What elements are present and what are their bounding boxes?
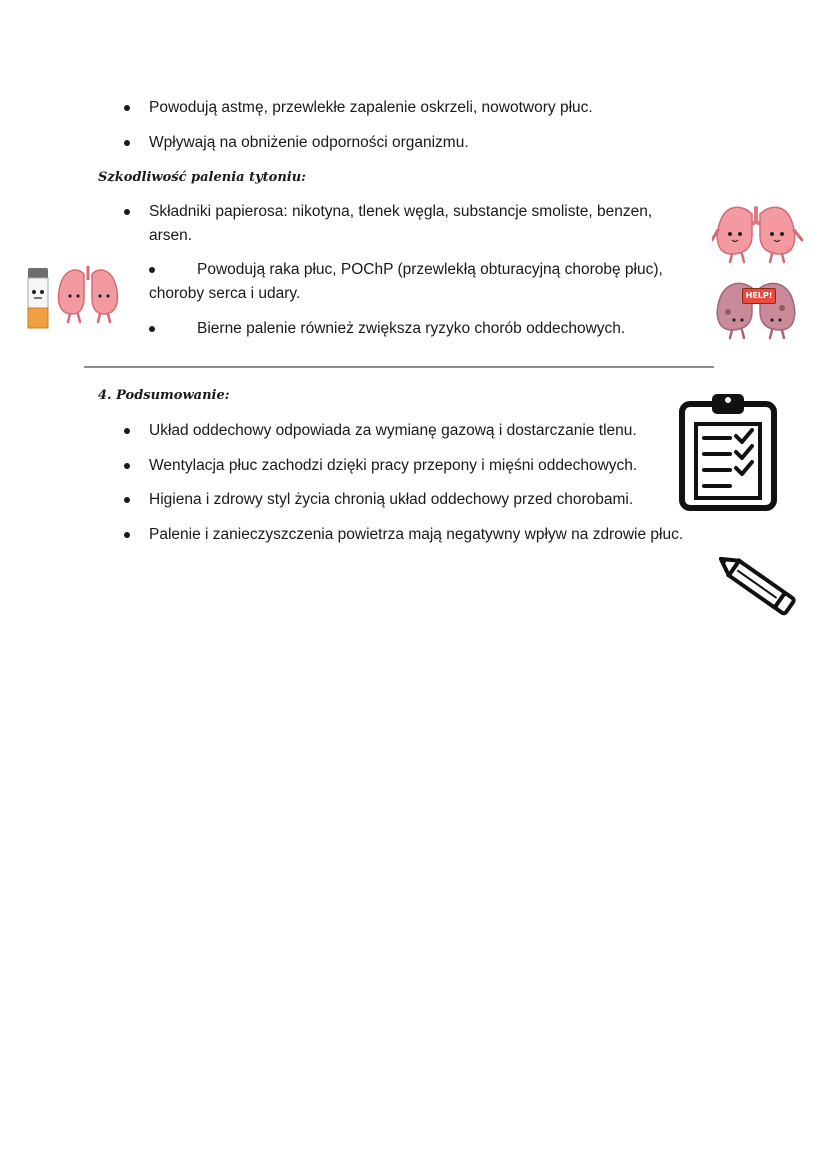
- list-item: Bierne palenie również zwiększa ryzyko chorób oddechowych.: [197, 320, 626, 337]
- list-item: Palenie i zanieczyszczenia powietrza mają negatywny wpływ na zdrowie płuc.: [149, 526, 684, 543]
- section-heading-summary: 4. Podsumowanie:: [98, 388, 230, 403]
- pencil-icon: [718, 552, 804, 622]
- list-item: Higiena i zdrowy styl życia chronią układ oddechowy przed chorobami.: [149, 491, 634, 508]
- section-divider: [84, 366, 714, 368]
- cigarette-lungs-icon: [20, 262, 124, 334]
- bullet-dot: [124, 428, 130, 434]
- list-item: Wpływają na obniżenie odporności organizmu.: [149, 134, 469, 151]
- list-item-continuation: choroby serca i udary.: [149, 285, 301, 302]
- list-item: Powodują astmę, przewlekłe zapalenie oskrzeli, nowotwory płuc.: [149, 99, 593, 116]
- bullet-dot: [124, 532, 130, 538]
- section-heading-smoking: Szkodliwość palenia tytoniu:: [98, 170, 306, 185]
- bullet-dot: [124, 209, 130, 215]
- happy-lungs-icon: [712, 200, 804, 266]
- bullet-dot: [124, 105, 130, 111]
- help-sign: HELP!: [742, 288, 776, 304]
- list-item-continuation: arsen.: [149, 227, 193, 244]
- bullet-dot: [149, 267, 155, 273]
- list-item: Wentylacja płuc zachodzi dzięki pracy przepony i mięśni oddechowych.: [149, 457, 638, 474]
- bullet-dot: [124, 497, 130, 503]
- list-item: Powodują raka płuc, POChP (przewlekłą obturacyjną chorobę płuc),: [197, 261, 663, 278]
- clipboard-checklist-icon: [676, 390, 782, 514]
- list-item: Układ oddechowy odpowiada za wymianę gazową i dostarczanie tlenu.: [149, 422, 637, 439]
- sick-lungs-help-illustration: [712, 278, 804, 340]
- bullet-dot: [124, 140, 130, 146]
- list-item: Składniki papierosa: nikotyna, tlenek węgla, substancje smoliste, benzen,: [149, 203, 653, 220]
- bullet-dot: [124, 463, 130, 469]
- bullet-dot: [149, 326, 155, 332]
